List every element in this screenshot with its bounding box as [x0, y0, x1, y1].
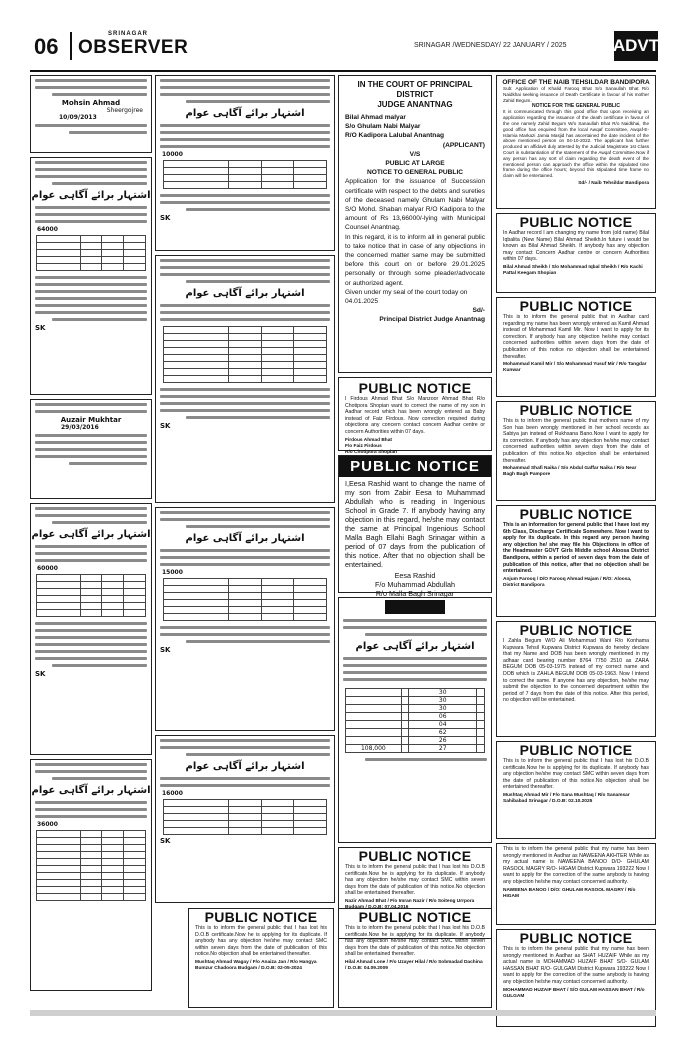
urdu-notice-3: [30, 399, 152, 499]
notice-title-inverted: PUBLIC NOTICE: [339, 456, 491, 477]
public-notice-dob-uzayer: [338, 908, 492, 1008]
tehsildar-body: It is communicated through this good office that upon receiving an application regarding the issuance of the death certificate in favour of the one namely Zahid Begum W/o Sanaullah Bhat R/o Naidkhai, the good office has enquired from the local Awqaf Committee, Awqaf-E- Islamia Markazi Jamia Masjid has ascertained the date incident of the above mentioned person on 04-10-2022. The applicant has further produced an affidavit duly attested by the Judicial Magistrate 1st Class Court in substantiation of the statement of the Awqaf Committee.Now if any person has any sort of claim regarding the death event of the mentioned person can approach the office within the stipulated time frame during the office hours; beyond this stipulated time frame no claim will be entertained.: [503, 109, 649, 179]
court-title-1: IN THE COURT OF PRINCIPAL DISTRICT: [357, 80, 473, 99]
notice-title: PUBLIC NOTICE: [519, 742, 633, 758]
urdu-table-6: [163, 578, 327, 621]
court-notice-heading: NOTICE TO GENERAL PUBLIC: [366, 169, 464, 177]
urdu-sig-5: SK: [160, 646, 171, 654]
english-column-3: [338, 75, 492, 939]
public-notice-kamil: [496, 297, 656, 397]
urdu-sig-3: SK: [160, 214, 171, 222]
notice-sig-line: R/o Chotipora Shopian: [345, 449, 397, 455]
notice-title: PUBLIC NOTICE: [358, 848, 472, 864]
public-notice-firdous: [338, 377, 492, 455]
notice-signature: NAWEENA BANOO / D/O: GHULAM RASOOL MAGRY / R/o HIGAM: [503, 887, 636, 899]
court-judge: Principal District Judge Anantnag: [379, 316, 485, 324]
notice-sig-line: F/o Faiz Firdous: [345, 443, 382, 449]
dateline: SRINAGAR /WEDNESDAY/ 22 JANUARY / 2025: [414, 42, 567, 49]
notice-title: PUBLIC NOTICE: [519, 298, 633, 314]
notice-signature: MOHAMMAD HUZAIF BHAT / S/O GULAM HASSAN BHAT / R/o GULGAM: [503, 987, 645, 999]
urdu-amount-6: 16000: [162, 790, 183, 797]
notice-body: I,Eesa Rashid want to change the name of my son from Zabir Eesa to Muhammad Abdullah who is reading in Ingenious School in Grade 7. If anybody having any objection in this regard, he/she may contact the same at Principal Ingenious School Malla Bagh Ellahi Bagh Srinagar within a period of 07 days from the publication of this notice. After that no objection shall be entertained.: [345, 479, 485, 569]
brand-city: SRINAGAR: [108, 31, 149, 37]
urdu-date: 10/09/2013: [59, 114, 97, 121]
notice-title: PUBLIC NOTICE: [519, 622, 633, 638]
urdu-notice-6: [155, 75, 335, 251]
urdu-notice-heading-3: اشتہار برائے آگاہی عوام: [31, 785, 151, 796]
urdu-amount-4: 10000: [162, 151, 183, 158]
tehsildar-sub: Sub: Application of Khalid Farooq Bhat S/o Sanaullah Bhat R/o Naidkhai seeking issuance of Death Certificate in favour of his mother Zahid Begum.: [503, 86, 649, 103]
urdu-notice-heading-4: اشتہار برائے آگاہی عوام: [185, 108, 305, 119]
court-party-3: R/O Kadipora Lalubal Anantnag: [345, 132, 445, 140]
table-value: 30: [409, 697, 477, 705]
urdu-amount-3: 36000: [37, 821, 58, 828]
urdu-notice-heading-5: اشتہار برائے آگاہی عوام: [185, 288, 305, 299]
notice-title: PUBLIC NOTICE: [358, 380, 472, 396]
table-value: 27: [409, 745, 477, 753]
notice-title: PUBLIC NOTICE: [519, 506, 633, 522]
table-value: 30: [409, 689, 477, 697]
notice-title: PUBLIC NOTICE: [358, 909, 472, 925]
urdu-table-2: [36, 574, 146, 617]
public-notice-anjum: [496, 505, 656, 617]
court-vs: V/S: [409, 150, 421, 158]
urdu-title-banner: [385, 600, 445, 614]
urdu-notice-heading-6: اشتہار برائے آگاہی عوام: [185, 533, 305, 544]
urdu-notice-1: [30, 75, 152, 153]
public-notice-naweena: [496, 843, 656, 925]
urdu-sig-4: SK: [160, 422, 171, 430]
court-applicant: (APPLICANT): [442, 141, 485, 149]
notice-body: This is to inform the general public that I has lost his D.O.B certificate.Now he is applying for its duplicate. If anybody has any objection he/she may contact SMC within seven days from the date of publication of this notice.No objection shall be entertained thereafter.: [503, 758, 649, 791]
urdu-name: Mohsin Ahmad: [61, 99, 121, 107]
notice-signature: Mohammad Kamil Mir / S/o Mohammad Yusuf Mir / R/o Tangdar Kunwar: [503, 362, 647, 374]
urdu-notice-4: [30, 503, 152, 755]
notice-body: This is to inform the general public that I has lost his D.O.B certificate.Now he is applying for its duplicate. If anybody has any objection he/she may contact SMC within seven days from the date of publication of this notice.No objection shall be entertained thereafter.: [195, 925, 327, 958]
notice-title: PUBLIC NOTICE: [519, 402, 633, 418]
urdu-place: Sheergojree: [106, 107, 143, 114]
court-sd: Sd/-: [472, 307, 485, 315]
urdu-amount-5: 15000: [162, 569, 183, 576]
public-notice-sana: [496, 741, 656, 839]
notice-signature: Bilal Ahmad Sheikh / S/o Mohammad Iqbal Sheikh / R/o Kachi Pattal Keegam Shopian: [503, 264, 643, 276]
notice-signature: Mushtaq Ahmad Wagay / F/o Anaiza Jan / R/o Hangya Bumzur Chadoora Budgam / D.O.B: 02-05-2024: [195, 959, 317, 971]
notice-body: I Zahla Begum W/O Ali Mohammad Wani R/o Konhama Kupwara Tehsil Kupwara District Kupwara do hereby declare that my Name and DOB has been wrongly mentioned in my adhaar card bearing number 8764 7750 2510 as ZARA BEGUM DOB 05-03-1975 instead of my correct name and DOB which is ZAHLA BEGUM DOB 05-03-1963. Now I intend to correct the same. If anyone has any objection, he/she may submit the objection to the concerned department within the period of 7 days from the date of this notice. After this period, no objection will be entertained.: [503, 638, 649, 704]
urdu-sig-2: SK: [35, 670, 46, 678]
table-value: 04: [409, 721, 477, 729]
notice-body: This is to inform the general public that in Aadhar card regarding my name has been wrongly entered as Kamil Ahmad instead of Mohammad Kamil Mir. Now I want to apply for its correction. If anybody has any objection he/she may contact concerned authorities within seven days from the date of publication of this notice no objection shall be entertained thereafter.: [503, 314, 649, 360]
urdu-notice-5: [30, 759, 152, 991]
urdu-amount: 64000: [37, 226, 58, 233]
court-party-1: Bilal Ahmad malyar: [345, 114, 406, 121]
urdu-sig-6: SK: [160, 837, 171, 845]
urdu-sig: SK: [35, 324, 46, 332]
notice-signature: Nazir Ahmad Bhat / F/o Imran Nazir / R/o Soiteng Urrpora Budgam / D.O.B: 07.04.2016: [345, 898, 475, 910]
urdu-table-5: [163, 326, 327, 383]
urdu-column-2: [155, 75, 335, 903]
urdu-notice-8: [155, 507, 335, 731]
notice-sig-line: F/o Muhammad Abdullah: [375, 580, 455, 589]
tehsildar-title: OFFICE OF THE NAIB TEHSILDAR BANDIPORA: [502, 79, 650, 86]
tehsildar-signature: Sd/- / Naib Tehsildar Bandipora: [578, 180, 649, 186]
urdu-notice-10: [338, 597, 492, 843]
notice-sig-line: Eesa Rashid: [394, 571, 436, 580]
urdu-column-1: [30, 75, 152, 991]
notice-sig-line: Firdous Ahmad Bhat: [345, 437, 392, 443]
urdu-table-3: [36, 830, 146, 901]
tehsildar-notice: [496, 75, 656, 209]
urdu-table-4: [163, 160, 327, 189]
notice-title: PUBLIC NOTICE: [519, 930, 633, 946]
notice-body: This is to inform the general public that mothers name of my Son has been wrongly mentioned in her school records as Sabiya jan instead of Rukhsana Bano.Now I want to apply for its correction. If anybody has any objection he/she may contact concerned authorities within seven days from the date of publication of this notice.No objection shall be entertained thereafter.: [503, 418, 649, 464]
public-notice-shafi: [496, 401, 656, 501]
notice-body: This is to inform the general public that my name has been wrongly mentioned in Aadhar as SHAT HUZAIF While as my actual name is MOHAMMAD HUZAIF BHAT S/O- GULAM HASSAN BHAT R/O- GULGAM District Kupwara 193222 Now I want to apply for the correction of the same anybody is having any objection he/she may contact concerned authority.: [503, 946, 649, 985]
masthead-divider: [70, 32, 72, 60]
table-total: 108,000: [346, 745, 402, 753]
notice-body: This is to inform the general public that my name has been wrongly mentioned in Aadhar as NAWEENA AKHTER While as my actual name is NAWEENA BANOO D/O- GHULAM RASOOL MAGRY R/O- HIGAM District Kupwara 193222 Now I want to apply for the correction of the same anybody is having any objection he/she may contact concerned authority.: [503, 846, 649, 885]
section-tag: ADVT: [614, 31, 658, 61]
notice-body: This is to inform the general public that I has lost his D.O.B certificate.Now he is applying for its duplicate. If anybody has any objection he/she may contact SMC within seven days from the date of publication of this notice.No objection shall be entertained thereafter.: [345, 925, 485, 958]
urdu-notice-heading-2: اشتہار برائے آگاہی عوام: [31, 529, 151, 540]
notice-body: I Firdous Ahmad Bhat S/o Manzoor Ahmad Bhat R/o Chotipora Shopian want to correct the name of my son in Aadhar record which has been wrongly entered as Baby instead of Faiz Firdous. Now correction required during objections any concern contact concern Aadhar centre or concern Authorities within 07 days.: [345, 396, 485, 435]
public-notice-bilal: [496, 213, 656, 293]
urdu-table: [36, 235, 146, 271]
urdu-name-2: Auzair Mukhtar: [60, 416, 122, 424]
notice-body: In Aadhar record I am changing my name from (old name) Bilal Iqbalita (New Name) Bilal Ahmad Sheikh.In future i would be known as Bilal Ahmad Sheikh. If anybody has any objection may contact Concern Aadhar centre or concern Authorities within 07 days.: [503, 230, 649, 263]
notice-sig-line: R/o Malla Bagh Srinagar: [375, 589, 455, 598]
table-value: 26: [409, 737, 477, 745]
table-value: 30: [409, 705, 477, 713]
public-notice-zahla: [496, 621, 656, 737]
notice-signature: Mushtaq Ahmad Mir / F/o Sana Mushtaq / R/o Sanamsar Sahibabad Srinagar / D.O.B: 02.10.2025: [503, 792, 630, 804]
notice-body: This is an information for general public that I have lost my 6th Class, Discharge Certificate Somewhere. Now I want to apply for its duplicate. In this regard any person having any objection he/ she may file his Objections in office of the Headmaster GOVT Girls Middle school Aloosa District Bandipora, within a period of seven days from the date of publication of this notice, after that no objection shall be entertained.: [503, 522, 649, 575]
court-notice: [338, 75, 492, 373]
brand-name: OBSERVER: [78, 37, 189, 58]
urdu-notice-heading-7: اشتہار برائے آگاہی عوام: [185, 761, 305, 772]
tehsildar-notice-heading: NOTICE FOR THE GENERAL PUBLIC: [532, 103, 620, 110]
court-para-3: Given under my seal of the court today on 04.01.2025: [345, 288, 468, 306]
table-value: 62: [409, 729, 477, 737]
notice-title: PUBLIC NOTICE: [204, 909, 318, 925]
court-para-2: In this regard, it is to inform all in general public to take notice that in case of any objections in the concerned matter same may be submitted before this court on or before 29.01.2025 personally or through some pleader/advocate or authorized agent.: [345, 233, 485, 287]
court-public: PUBLIC AT LARGE: [385, 160, 445, 168]
urdu-table-8: [345, 688, 485, 753]
court-party-2: S/o Ghulam Nabi Malyar: [345, 123, 421, 131]
footer-rule: [30, 1010, 656, 1016]
english-column-4: [496, 75, 656, 1027]
court-title-2: JUDGE ANANTNAG: [377, 100, 453, 109]
public-notice-eesa: [338, 455, 492, 598]
notice-signature: Mohammad Shafi Naika / S/o Abdul Gaffar Naika / R/o Near Bagh Bagh Pampore: [503, 466, 637, 478]
urdu-notice-9: [155, 735, 335, 903]
urdu-notice-2: [30, 157, 152, 395]
notice-title: PUBLIC NOTICE: [519, 214, 633, 230]
notice-body: This is to inform the general public that I has lost his D.O.B certificate.Now he is applying for its duplicate. If anybody has any objection he/she may contact SMC within seven days from the date of publication of this notice.No objection shall be entertained thereafter.: [345, 864, 485, 897]
masthead: [30, 28, 660, 68]
notice-signature: Hilal Ahmad Lone / F/o Uzayer Hilal / R/o Sobmadad Dachina / D.O.B: 04.09.2009: [345, 959, 483, 971]
masthead-rule: [30, 70, 656, 72]
urdu-amount-2: 60000: [37, 565, 58, 572]
urdu-table-7: [163, 799, 327, 835]
public-notice-dob-anaiza: [188, 908, 334, 1008]
urdu-notice-heading-8: اشتہار برائے آگاہی عوام: [355, 641, 475, 652]
notice-signature: Anjum Farooq / D/O Farooq Ahmad Hajam / R/O: Aloosa, District Bandipora: [503, 576, 632, 588]
court-para-1: Application for the issuance of Succession certificate with respect to the debts and sureties of the deceased namely Ghulam Nabi Malyar S/O Mohd. Shaban malyar R/O Kadipora to the amount of Rs 13,66000/-lying with Municipal Counsel Anantnag.: [345, 178, 485, 232]
urdu-date-2: 29/03/2016: [61, 424, 99, 431]
page-number: 06: [34, 34, 59, 59]
table-value: 06: [409, 713, 477, 721]
urdu-notice-heading: اشتہار برائے آگاہی عوام: [31, 190, 151, 201]
urdu-notice-7: [155, 255, 335, 503]
